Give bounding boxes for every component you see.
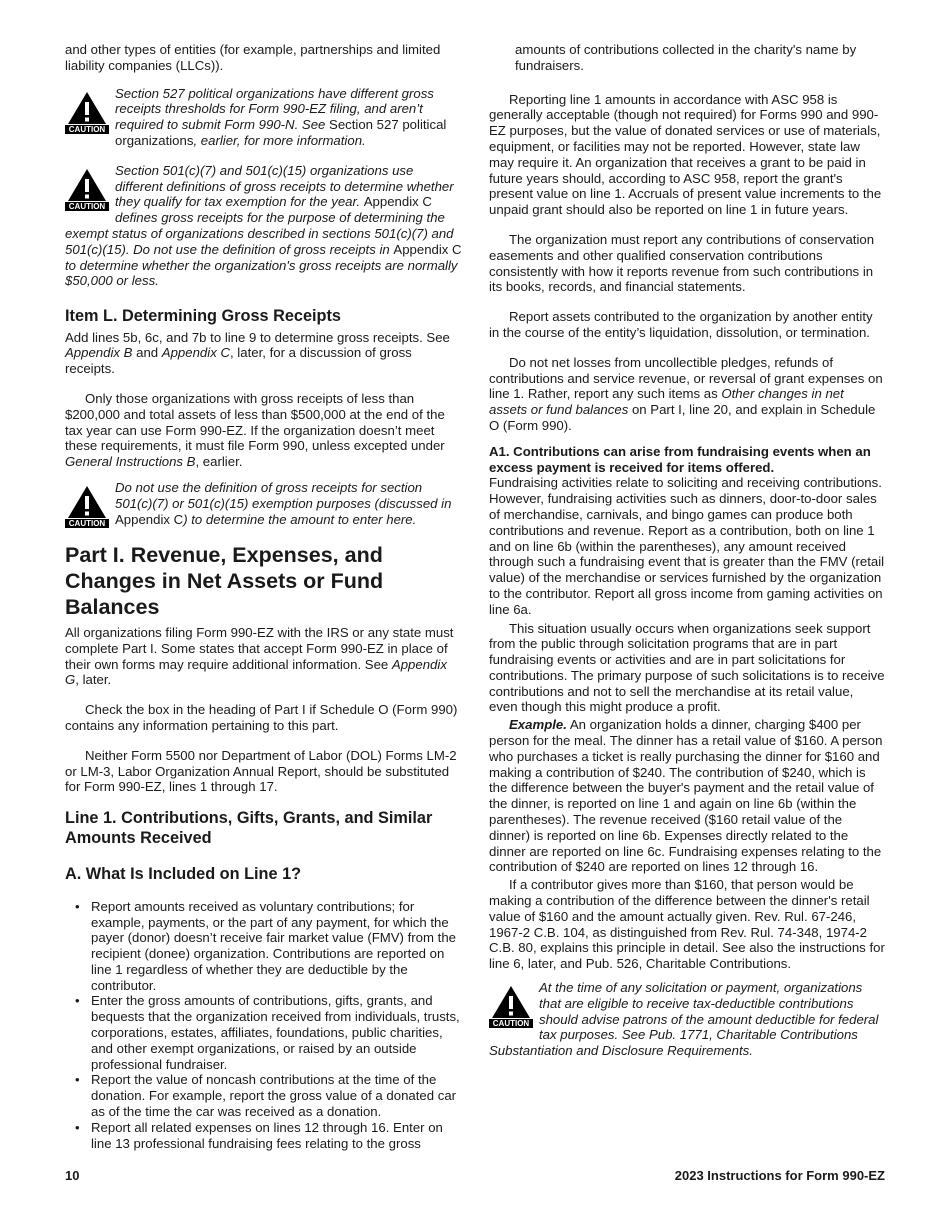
- link-appendix-c[interactable]: Appendix C: [393, 241, 462, 257]
- assets-contributed-paragraph: Report assets contributed to the organization by another entity in the course of the entity’s liquidation, dissolution, or termination.: [489, 309, 873, 340]
- svg-text:CAUTION: CAUTION: [492, 1019, 530, 1029]
- heading-item-l: Item L. Determining Gross Receipts: [65, 307, 341, 326]
- example-label: Example.: [509, 717, 567, 733]
- right-column: [489, 42, 885, 1073]
- do-not-net-paragraph: Do not net losses from uncollectible pledges, refunds of contributions and service revenue, or reversal of grant expenses on line 1. Rather, report any such items as Other changes in net assets or fund balances on Part I, line 20, and explain in Schedule O (Form 990).: [489, 354, 883, 433]
- example-paragraph: Example. An organization holds a dinner, charging $400 per person for the meal. The dinner has a retail value of $160. A person who purchases a ticket is really purchasing the dinner for $160 and making a contribution of $240. The contribution of $240, which is the difference between the buyer's payment and the retail value of the dinner, is reported on line 1 and again on line 6b (within the parentheses). The revenue received ($160 retail value of the dinner) is reported on line 6b. Expenses directly related to the dinner are reported on line 6c. Fundraising expenses relating to the contribution of $240 are reported on lines 12 through 16.: [489, 717, 883, 875]
- link-appendix-g[interactable]: Appendix G: [65, 656, 447, 688]
- caution-note-527: CAUTION Section 527 political organizations have different gross receipts thresholds for Form 990-EZ filing, and aren’t required to submit Form 990-N. See Section 527 political organizations, earlier, for more information.: [65, 86, 463, 149]
- part-i-paragraph: All organizations filing Form 990-EZ with the IRS or any state must complete Part I. Some states that accept Form 990-EZ in place of their own forms may require additional information. See Appendix G, later.: [65, 625, 454, 688]
- caution-icon: [65, 90, 109, 134]
- left-column: [65, 42, 463, 1151]
- svg-text:CAUTION: CAUTION: [68, 201, 106, 211]
- link-section-527[interactable]: Section 527 political organizations: [115, 117, 447, 148]
- intro-paragraph: and other types of entities (for example, partnerships and limited liability companies (LLCs)).: [65, 42, 441, 73]
- caution-icon: [489, 984, 533, 1028]
- page-number: 10: [65, 1168, 80, 1183]
- link-appendix-c[interactable]: Appendix C: [115, 511, 184, 527]
- caution-icon: [65, 484, 109, 528]
- list-item: • Enter the gross amounts of contributions, gifts, grants, and bequests that the organization received from individuals, trusts, corporations, estates, affiliates, foundations, public charities, and other exempt organizations, or raised by an outside professional fundraiser.: [91, 993, 463, 1072]
- asc-958-paragraph: Reporting line 1 amounts in accordance with ASC 958 is generally acceptable (though not required) for Forms 990 and 990-EZ purposes, but the value of donated services or use of materials, equipment, or facilities may not be reported. However, state law may require it. An organization that receives a grant to be paid in future years should, according to ASC 958, report the grant's present value on line 1. Accruals of present value increments to the unpaid grant should also be reported on line 1 in future years.: [489, 91, 882, 218]
- link-appendix-c[interactable]: Appendix C: [363, 194, 432, 210]
- caution-note-501c7: CAUTION Section 501(c)(7) and 501(c)(15) organizations use different definitions of gross receipts to determine whether they qualify for tax exemption for the year. Appendix C defines gross receipts for the purpose of determining the exempt status of organizations described in sections 501(c)(7) and 501(c)(15). Do not use the definition of gross receipts in Appendix C to determine whether the organization's gross receipts are normally $50,000 or less.: [65, 162, 462, 289]
- link-appendix-b[interactable]: Appendix B: [65, 345, 133, 361]
- caution-icon: [65, 167, 109, 211]
- heading-part-i: Part I. Revenue, Expenses, and Changes in Net Assets or Fund Balances: [65, 543, 384, 620]
- list-item: • Report all related expenses on lines 12 through 16. Enter on line 13 professional fundraising fees relating to the gross: [91, 1120, 463, 1152]
- svg-text:CAUTION: CAUTION: [68, 519, 106, 529]
- svg-text:CAUTION: CAUTION: [68, 124, 106, 134]
- check-box-paragraph: Check the box in the heading of Part I if Schedule O (Form 990) contains any information pertaining to this part.: [65, 702, 458, 734]
- heading-line-1: Line 1. Contributions, Gifts, Grants, and Similar Amounts Received: [65, 809, 433, 847]
- list-item: • Report the value of noncash contributions at the time of the donation. For example, report the gross value of a donated car as of the time the car was received as a donation.: [91, 1072, 463, 1119]
- link-appendix-c[interactable]: Appendix C: [161, 345, 230, 361]
- included-bullet-list: [65, 899, 463, 1152]
- contributor-gives-paragraph: If a contributor gives more than $160, that person would be making a contribution of the difference between the dinner's retail value of $160 and the amount actually given. Rev. Rul. 67-246, 1967-2 C.B. 104, as distinguished from Rev. Rul. 74-348, 1974-2 C.B. 80, explains this principle in detail. See also the instructions for line 6, later, and Pub. 526, Charitable Contributions.: [489, 877, 885, 972]
- caution-note-gross-receipts: CAUTION Do not use the definition of gross receipts for section 501(c)(7) or 501(c)(15) exemption purposes (discussed in Appendix C) to determine the amount to enter here.: [65, 480, 463, 528]
- link-general-instructions-b[interactable]: General Instructions B: [65, 454, 196, 470]
- list-item: • Report amounts received as voluntary contributions; for example, payments, or the part of any payment, for which the payer (donor) doesn’t receive fair market value (FMV) from the recipient (donee) organization. Contributions are reported on line 1 regardless of whether they are deductible by the contributor.: [91, 899, 463, 994]
- a1-heading: A1. Contributions can arise from fundraising events when an excess payment is received for items offered.: [489, 443, 871, 475]
- continued-bullet-text: amounts of contributions collected in the charity's name by fundraisers.: [515, 42, 857, 73]
- heading-what-is-included: A. What Is Included on Line 1?: [65, 865, 302, 884]
- conservation-paragraph: The organization must report any contributions of conservation easements and other qualified conservation contributions consistently with how it reports revenue from such contributions in its books, records, and financial statements.: [489, 231, 875, 295]
- document-title-footer: 2023 Instructions for Form 990-EZ: [674, 1168, 885, 1183]
- only-orgs-paragraph: Only those organizations with gross receipts of less than $200,000 and total assets of less than $500,000 at the end of the tax year can use Form 990-EZ. If the organization doesn’t meet these requirements, it must file Form 990, unless excepted under General Instructions B, earlier.: [65, 391, 445, 470]
- a1-paragraph: A1. Contributions can arise from fundraising events when an excess payment is received for items offered. Fundraising activities relate to soliciting and receiving contributions. However, fundraising activities such as dinners, door-to-door sales of merchandise, carnivals, and bingo games can produce both contributions and revenue. Report as a contribution, both on line 1 and on line 6b (within the parentheses), any amount received through such a fundraising event that is greater than the FMV (retail value) of the merchandise or services furnished by the organization to the contributor. Report all gross income from gaming activities on line 6a.: [489, 443, 885, 617]
- item-l-paragraph: Add lines 5b, 6c, and 7b to line 9 to determine gross receipts. See Appendix B and Appendix C, later, for a discussion of gross receipts.: [65, 329, 450, 377]
- neither-form-paragraph: Neither Form 5500 nor Department of Labor (DOL) Forms LM-2 or LM-3, Labor Organization Annual Report, should be substituted for Form 990-EZ, lines 1 through 17.: [65, 747, 457, 795]
- caution-note-solicitation: CAUTION At the time of any solicitation or payment, organizations that are eligible to receive tax-deductible contributions should advise patrons of the amount deductible for federal tax purposes. See Pub. 1771, Charitable Contributions Substantiation and Disclosure Requirements.: [489, 980, 879, 1059]
- situation-paragraph: This situation usually occurs when organizations seek support from the public through solicitation programs that are in part fundraising events or activities and are in part solicitations for contributions. The primary purpose of such solicitations is to receive contributions and not to sell the merchandise at its retail value, even though this might produce a profit.: [489, 620, 885, 715]
